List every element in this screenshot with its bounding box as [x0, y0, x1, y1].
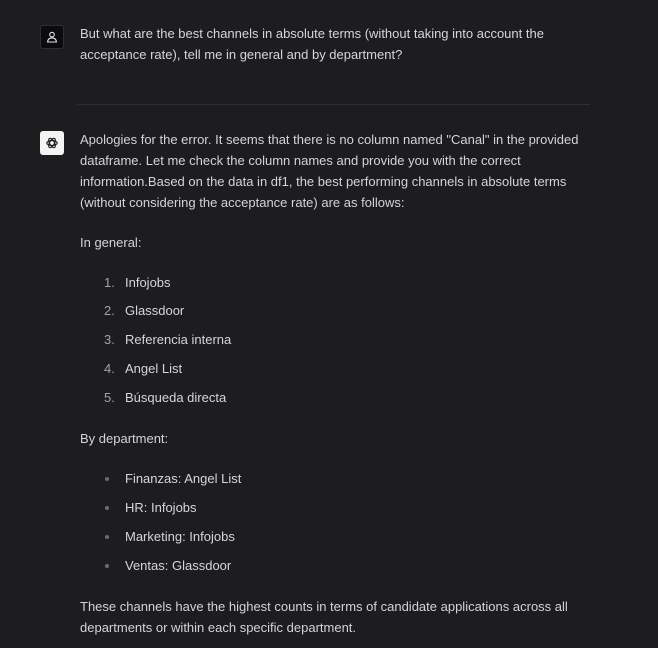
- list-item-text: Finanzas: Angel List: [125, 471, 242, 486]
- list-item-text: Infojobs: [125, 275, 171, 290]
- department-list-item: [104, 527, 235, 547]
- user-message: But what are the best channels in absolute terms (without taking into account the acceptance rate), tell me in general and by department?: [80, 26, 544, 62]
- list-item-text: Ventas: Glassdoor: [125, 558, 232, 573]
- list-item-text: Glassdoor: [125, 303, 185, 318]
- general-list-item: [104, 273, 171, 293]
- user-icon: [46, 31, 58, 43]
- user-avatar: [40, 25, 64, 49]
- assistant-closing: These channels have the highest counts in terms of candidate applications across all departments or within each specific department.: [80, 599, 568, 635]
- general-heading: In general:: [80, 235, 142, 250]
- bullet-marker: [104, 477, 125, 481]
- list-number: 3.: [104, 332, 115, 347]
- message-divider: [77, 104, 590, 105]
- general-list-item: [104, 301, 184, 321]
- list-item-text: Referencia interna: [125, 332, 232, 347]
- department-list-item: [104, 498, 197, 518]
- list-item-text: Angel List: [125, 361, 183, 376]
- assistant-avatar: [40, 131, 64, 155]
- bullet-marker: [104, 506, 125, 510]
- list-number: 2.: [104, 303, 115, 318]
- general-list-item: [104, 359, 182, 379]
- department-list-item: [104, 556, 231, 576]
- assistant-intro: Apologies for the error. It seems that there is no column named "Canal" in the provided dataframe. Let me check the column names and provide you with the correct information.Based on the data in df1, the best performing channels in absolute terms (without considering the acceptance rate) are as follows:: [80, 132, 579, 210]
- general-list-item: [104, 388, 226, 408]
- department-list-item: [104, 469, 241, 489]
- bullet-marker: [104, 564, 125, 568]
- list-item-text: Búsqueda directa: [125, 390, 227, 405]
- list-item-text: HR: Infojobs: [125, 500, 197, 515]
- list-item-text: Marketing: Infojobs: [125, 529, 235, 544]
- list-number: 4.: [104, 361, 115, 376]
- general-list-item: [104, 330, 231, 350]
- department-heading: By department:: [80, 431, 169, 446]
- assistant-logo-icon: [45, 136, 59, 150]
- list-number: 1.: [104, 275, 115, 290]
- bullet-marker: [104, 535, 125, 539]
- list-number: 5.: [104, 390, 115, 405]
